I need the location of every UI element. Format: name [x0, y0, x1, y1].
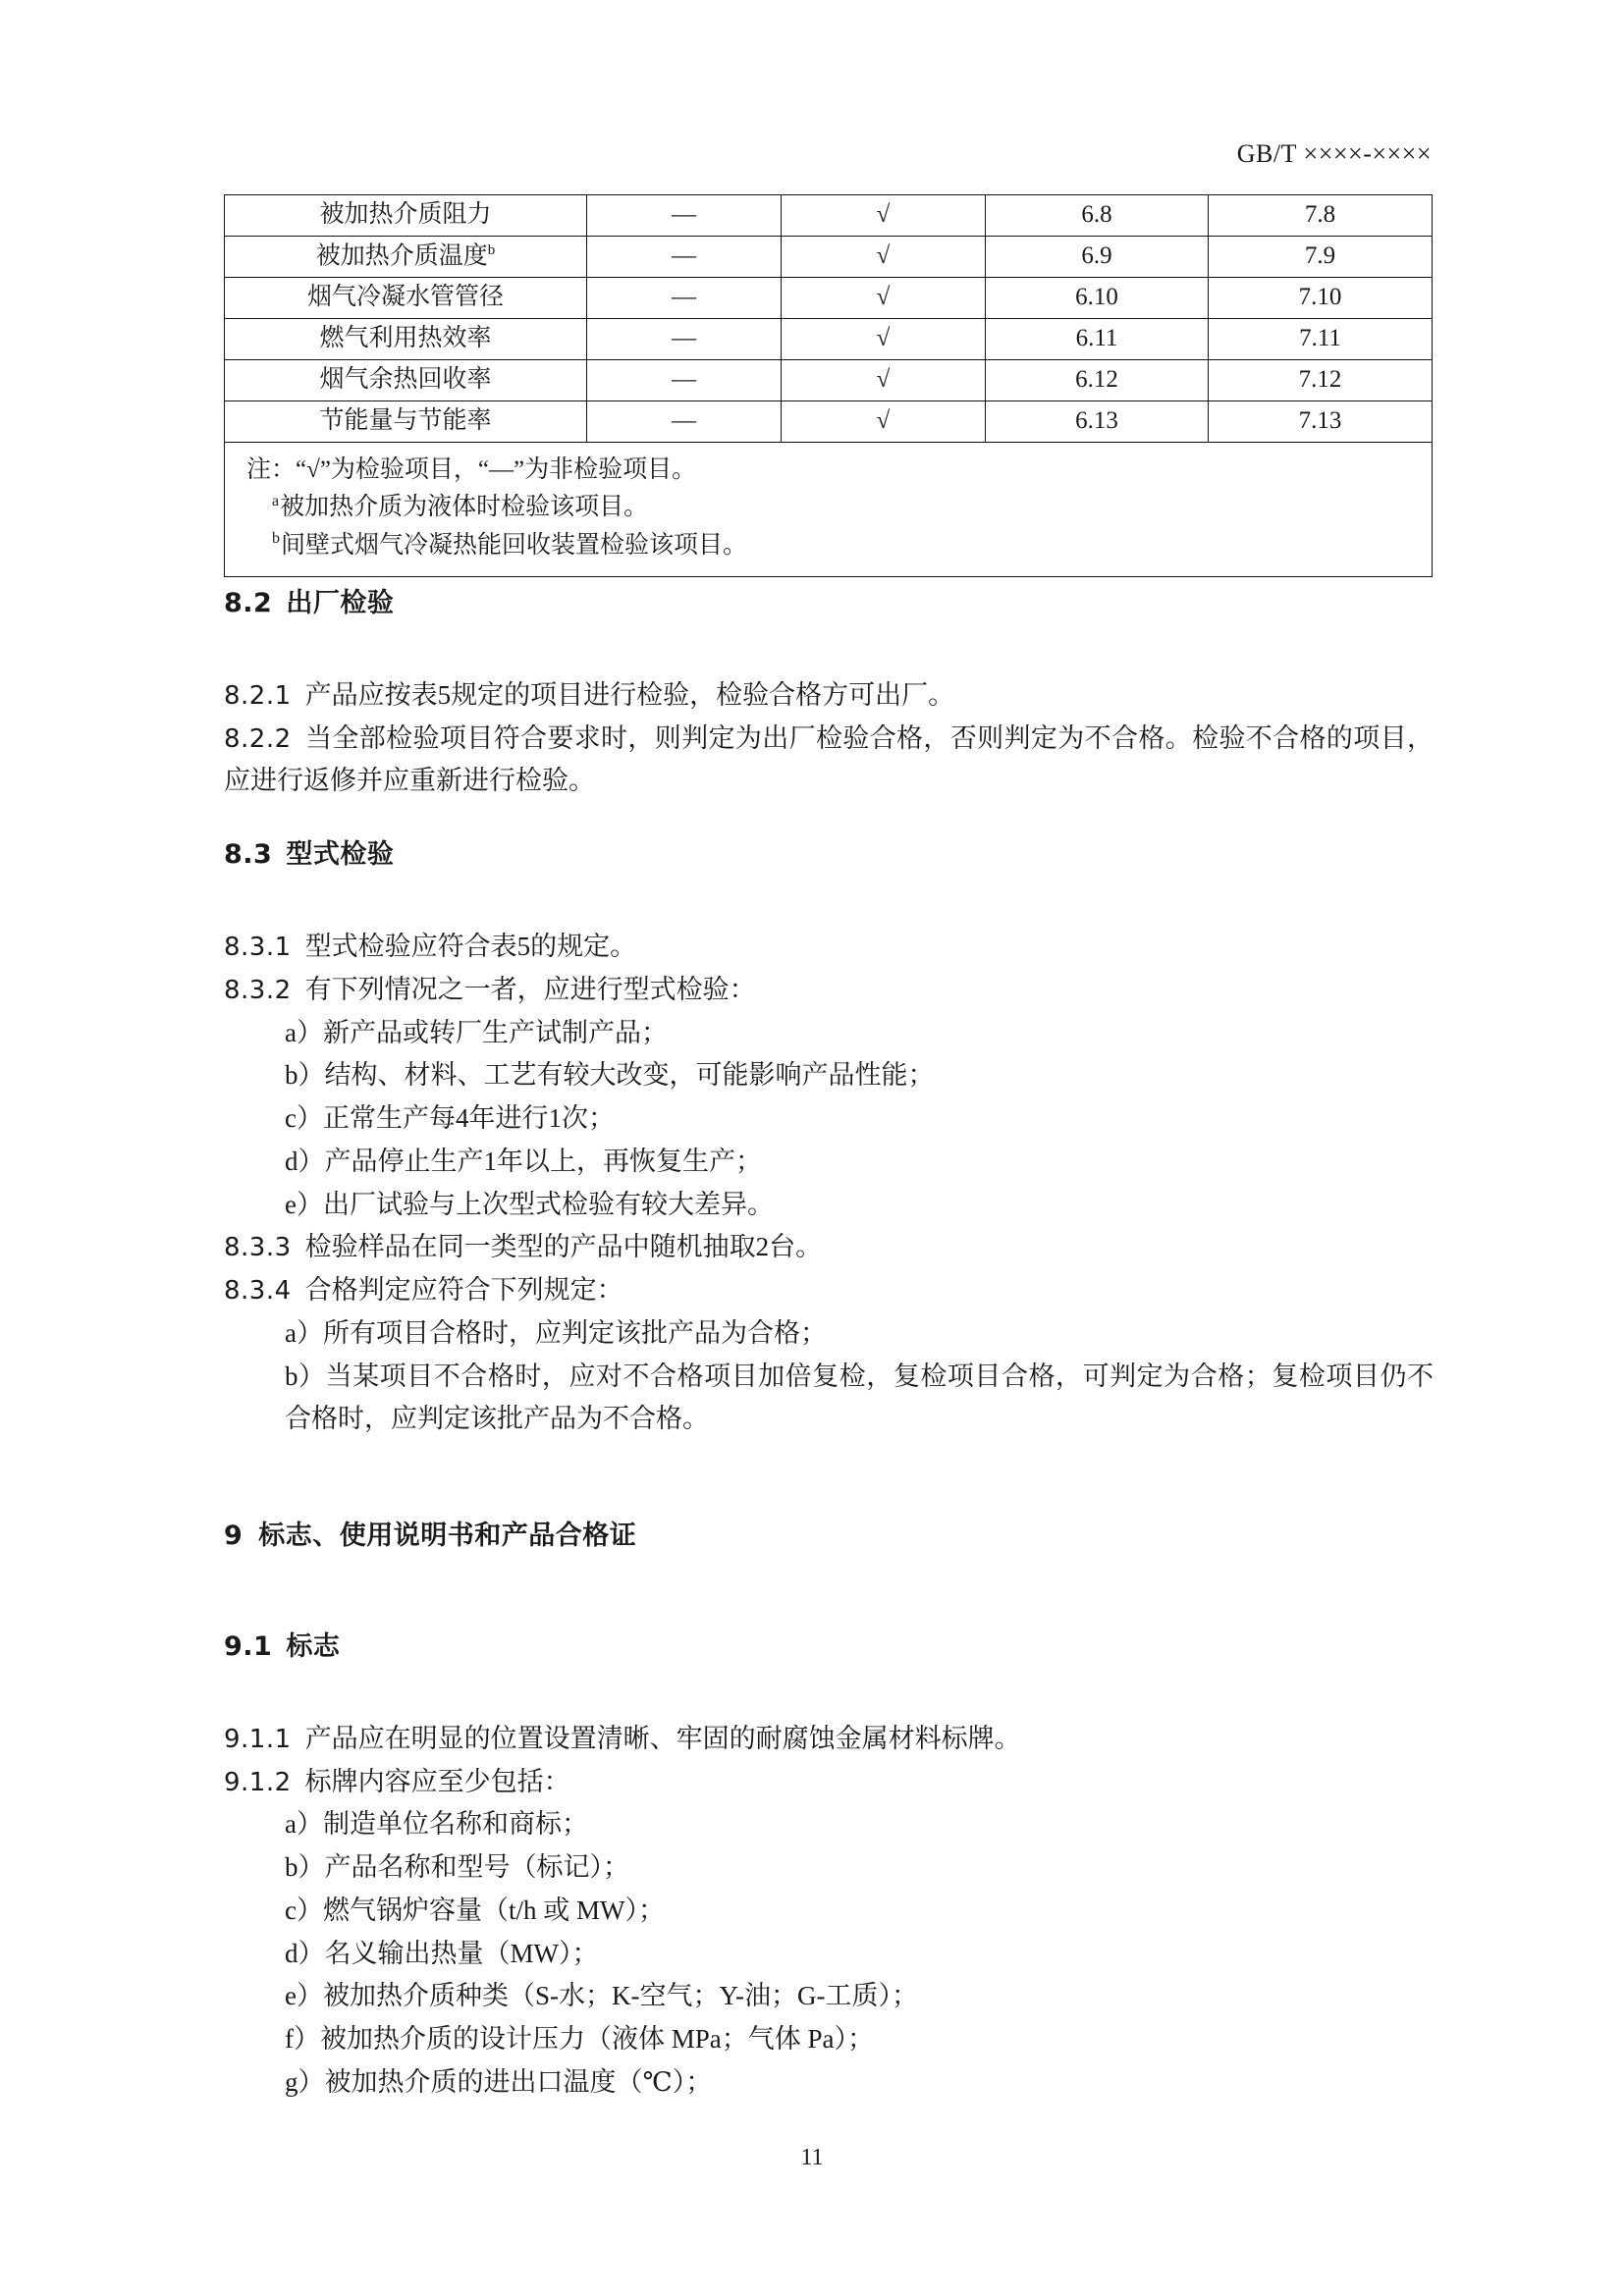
cell-requirement-clause: 6.10	[986, 278, 1209, 319]
list-item-9-1-2-f: f）被加热介质的设计压力（液体 MPa；气体 Pa）；	[285, 2024, 874, 2055]
spacer	[224, 1663, 1434, 1718]
list-item-9-1-2-e: e）被加热介质种类（S-水；K-空气；Y-油；G-工质）；	[285, 1981, 918, 2011]
note-b-text: 间壁式烟气冷凝热能回收装置检验该项目。	[281, 531, 748, 559]
cell-type-inspection: √	[782, 195, 986, 237]
cell-type-inspection: √	[782, 278, 986, 319]
cell-factory-inspection: —	[587, 319, 782, 360]
item-label: 被加热介质温度	[315, 242, 488, 270]
clause-number-8-2-1: 8.2.1	[224, 681, 292, 711]
list-item-8-3-2-a: a）新产品或转厂生产试制产品；	[285, 1017, 668, 1047]
table-row	[225, 237, 1433, 278]
table-row	[225, 319, 1433, 360]
cell-requirement-clause: 6.13	[986, 401, 1209, 443]
cell-requirement-clause: 6.11	[986, 319, 1209, 360]
clause-text-8-3-4: 合格判定应符合下列规定：	[304, 1275, 623, 1306]
cell-factory-inspection: —	[587, 278, 782, 319]
heading-8-3-number: 8.3	[224, 839, 273, 871]
cell-type-inspection: √	[782, 237, 986, 278]
paragraph-8-3-4	[224, 1269, 1434, 1312]
item-label: 被加热介质阻力	[319, 201, 492, 229]
footnote-marker-b: b	[487, 241, 496, 258]
cell-item	[225, 401, 587, 443]
clause-text-8-2-2: 当全部检验项目符合要求时，则判定为出厂检验合格，否则判定为不合格。检验不合格的项目，应进行返修并应重新进行检验。	[224, 722, 1434, 796]
inspection-items-table	[224, 194, 1433, 577]
table-body	[225, 195, 1433, 577]
clause-number-8-2-2: 8.2.2	[224, 723, 292, 754]
clause-number-8-3-2: 8.3.2	[224, 975, 292, 1005]
heading-8-3-title: 型式检验	[286, 839, 395, 871]
clause-text-9-1-2: 标牌内容应至少包括：	[304, 1766, 570, 1796]
cell-test-method-clause: 7.10	[1209, 278, 1433, 319]
heading-9-number: 9	[224, 1521, 244, 1552]
list-item-8-3-4-b: b）当某项目不合格时，应对不合格项目加倍复检，复检项目合格，可判定为合格；复检项目仍不合格时，应判定该批产品为不合格。	[285, 1361, 1434, 1434]
table-row	[225, 401, 1433, 443]
cell-item	[225, 360, 587, 401]
cell-requirement-clause: 6.8	[986, 195, 1209, 237]
heading-8-2-number: 8.2	[224, 588, 273, 618]
cell-test-method-clause: 7.9	[1209, 237, 1433, 278]
list-item-8-3-2-e: e）出厂试验与上次型式检验有较大差异。	[285, 1189, 774, 1219]
paragraph-8-3-1	[224, 926, 1434, 969]
cell-item	[225, 319, 587, 360]
cell-test-method-clause: 7.13	[1209, 401, 1433, 443]
cell-factory-inspection: —	[587, 195, 782, 237]
clause-number-8-3-1: 8.3.1	[224, 933, 292, 963]
heading-8-2-title: 出厂检验	[286, 588, 395, 618]
list-item-9-1-2-b: b）产品名称和型号（标记）；	[285, 1852, 629, 1883]
cell-requirement-clause: 6.12	[986, 360, 1209, 401]
cell-factory-inspection: —	[587, 360, 782, 401]
list-item-8-3-4-a: a）所有项目合格时，应判定该批产品为合格；	[285, 1317, 827, 1348]
running-header-standard-number: GB/T ××××-××××	[1236, 139, 1432, 168]
spacer	[224, 619, 1434, 674]
cell-test-method-clause: 7.11	[1209, 319, 1433, 360]
paragraph-8-3-2	[224, 969, 1434, 1012]
heading-8-3	[224, 832, 1434, 871]
clause-text-8-3-3: 检验样品在同一类型的产品中随机抽取2台。	[304, 1232, 823, 1262]
item-label: 烟气余热回收率	[319, 366, 492, 394]
note-main: 注：“√”为检验项目，“—”为非检验项目。	[246, 456, 697, 483]
heading-9-1-number: 9.1	[224, 1631, 273, 1663]
paragraph-8-2-1	[224, 674, 1434, 718]
note-a-text: 被加热介质为液体时检验该项目。	[280, 494, 649, 521]
cell-factory-inspection: —	[587, 401, 782, 443]
heading-8-2	[224, 581, 1434, 619]
clause-number-8-3-3: 8.3.3	[224, 1233, 292, 1263]
clause-number-9-1-2: 9.1.2	[224, 1767, 292, 1797]
table-row	[225, 278, 1433, 319]
clause-number-9-1-1: 9.1.1	[224, 1725, 292, 1755]
note-a	[246, 489, 1432, 526]
heading-9-title: 标志、使用说明书和产品合格证	[258, 1521, 637, 1552]
item-label: 烟气冷凝水管管径	[306, 284, 504, 311]
cell-item	[225, 278, 587, 319]
cell-item	[225, 195, 587, 237]
spacer	[224, 803, 1434, 832]
list-item-8-3-2-c: c）正常生产每4年进行1次；	[285, 1103, 615, 1134]
paragraph-8-2-2	[224, 718, 1434, 803]
footnote-marker-a: a	[272, 492, 280, 509]
heading-9-1-title: 标志	[286, 1631, 341, 1663]
cell-factory-inspection: —	[587, 237, 782, 278]
note-b	[246, 527, 1432, 564]
paragraph-8-3-3	[224, 1226, 1434, 1269]
clause-text-8-3-1: 型式检验应符合表5的规定。	[304, 932, 637, 962]
cell-type-inspection: √	[782, 360, 986, 401]
list-item-9-1-2-c: c）燃气锅炉容量（t/h 或 MW）；	[285, 1895, 665, 1925]
document-body	[224, 581, 1434, 2105]
list-item-9-1-2-d: d）名义输出热量（MW）；	[285, 1938, 599, 1968]
footnote-marker-b: b	[272, 530, 280, 548]
spacer	[224, 871, 1434, 926]
spacer	[224, 1441, 1434, 1514]
list-item-9-1-2-a: a）制造单位名称和商标；	[285, 1809, 588, 1840]
heading-9-1	[224, 1625, 1434, 1663]
clause-number-8-3-4: 8.3.4	[224, 1276, 292, 1307]
table-notes	[225, 443, 1433, 577]
cell-test-method-clause: 7.8	[1209, 195, 1433, 237]
spacer	[224, 1552, 1434, 1625]
item-label: 燃气利用热效率	[319, 325, 492, 352]
cell-item	[225, 237, 587, 278]
item-label: 节能量与节能率	[319, 407, 492, 435]
cell-type-inspection: √	[782, 401, 986, 443]
clause-text-9-1-1: 产品应在明显的位置设置清晰、牢固的耐腐蚀金属材料标牌。	[304, 1724, 1021, 1754]
page-number: 11	[800, 2145, 824, 2170]
table-row	[225, 195, 1433, 237]
table-notes-row	[225, 443, 1433, 577]
paragraph-9-1-1	[224, 1718, 1434, 1761]
cell-requirement-clause: 6.9	[986, 237, 1209, 278]
clause-text-8-3-2: 有下列情况之一者，应进行型式检验：	[304, 974, 756, 1004]
cell-type-inspection: √	[782, 319, 986, 360]
heading-9	[224, 1514, 1434, 1552]
list-item-8-3-2-d: d）产品停止生产1年以上，再恢复生产；	[285, 1146, 762, 1176]
clause-text-8-2-1: 产品应按表5规定的项目进行检验，检验合格方可出厂。	[304, 680, 955, 710]
cell-test-method-clause: 7.12	[1209, 360, 1433, 401]
table-row	[225, 360, 1433, 401]
list-item-8-3-2-b: b）结构、材料、工艺有较大改变，可能影响产品性能；	[285, 1060, 935, 1091]
list-item-9-1-2-g: g）被加热介质的进出口温度（℃）；	[285, 2066, 713, 2097]
paragraph-9-1-2	[224, 1761, 1434, 1804]
